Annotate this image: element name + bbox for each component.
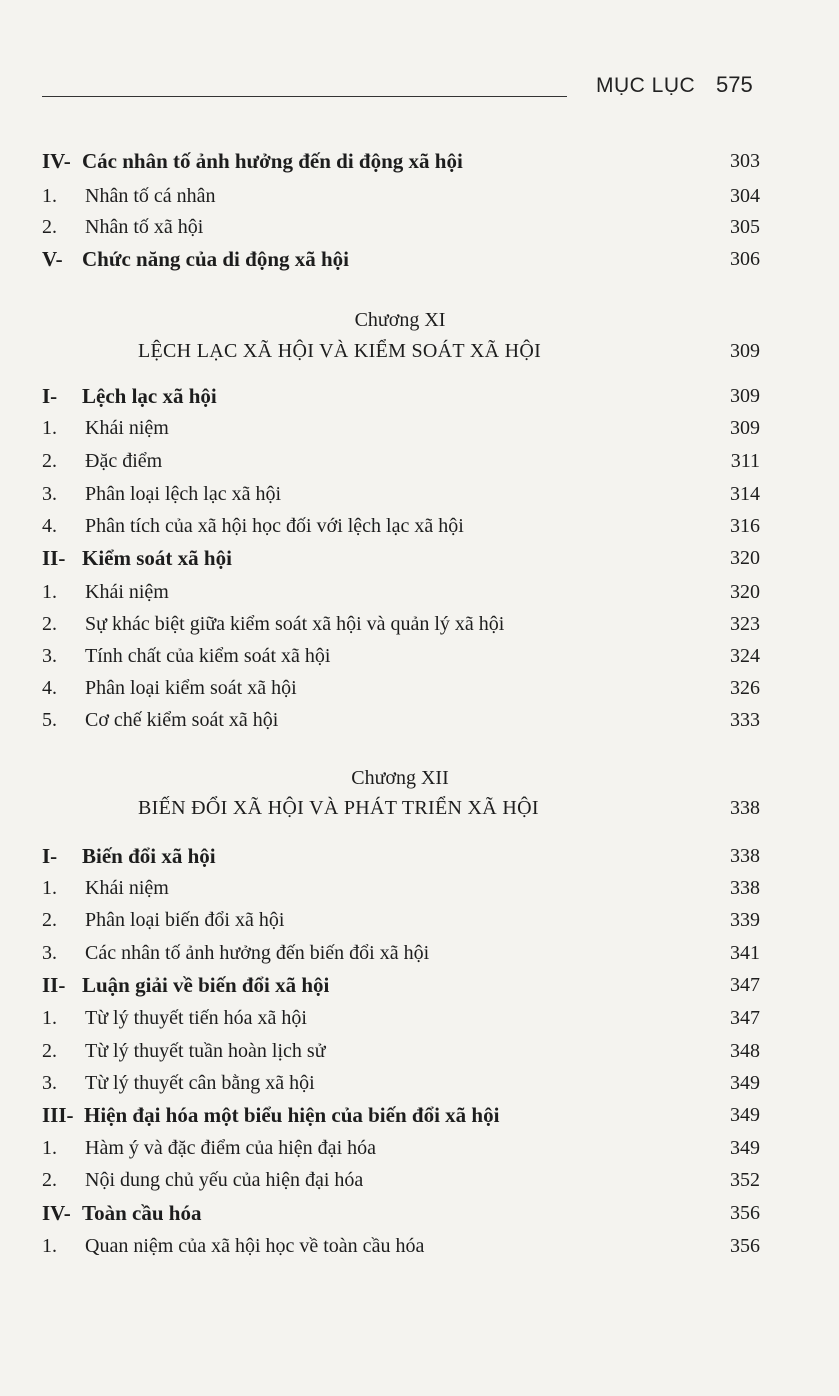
toc-entry-page: 320 xyxy=(730,581,760,603)
toc-entry-page: 320 xyxy=(730,547,760,569)
chapter-title-text: BIẾN ĐỔI XÃ HỘI VÀ PHÁT TRIỂN XÃ HỘI xyxy=(138,797,539,819)
chapter-title xyxy=(42,793,760,823)
toc-entry-page: 348 xyxy=(730,1040,760,1062)
toc-entry-page: 349 xyxy=(730,1072,760,1094)
toc-entry-title: Luận giải về biến đổi xã hội xyxy=(82,973,330,997)
toc-entry xyxy=(42,413,760,443)
toc-entry-page: 338 xyxy=(730,877,760,899)
chapter-label: Chương XI xyxy=(354,309,446,331)
toc-entry-page: 338 xyxy=(730,845,760,867)
toc-entry xyxy=(42,905,760,935)
toc-entry xyxy=(42,841,760,871)
toc-entry-number: 3. xyxy=(42,942,57,964)
toc-entry xyxy=(42,1068,760,1098)
toc-entry-page: 305 xyxy=(730,216,760,238)
toc-entry-title: Phân loại biến đổi xã hội xyxy=(85,909,285,931)
toc-entry-number: 1. xyxy=(42,1007,57,1029)
toc-entry xyxy=(42,146,760,176)
chapter-label: Chương XII xyxy=(351,767,449,789)
toc-entry-title: Nhân tố xã hội xyxy=(85,216,204,238)
toc-entry-title: Quan niệm của xã hội học về toàn cầu hóa xyxy=(85,1235,425,1257)
toc-entry-title: Chức năng của di động xã hội xyxy=(82,247,350,271)
toc-entry-page: 309 xyxy=(730,385,760,407)
toc-entry xyxy=(42,1198,760,1228)
toc-entry-number: 2. xyxy=(42,450,57,472)
toc-entry-title: Biến đổi xã hội xyxy=(82,844,216,868)
toc-entry-number: 4. xyxy=(42,677,57,699)
toc-entry-title: Các nhân tố ảnh hưởng đến di động xã hội xyxy=(82,149,463,173)
toc-entry-page: 356 xyxy=(730,1202,760,1224)
toc-entry-page: 349 xyxy=(730,1104,760,1126)
toc-entry-title: Sự khác biệt giữa kiểm soát xã hội và quản lý xã hội xyxy=(85,613,505,635)
toc-entry-title: Từ lý thuyết cân bằng xã hội xyxy=(85,1072,315,1094)
header-rule xyxy=(42,96,567,97)
toc-entry xyxy=(42,543,760,573)
toc-entry-page: 341 xyxy=(730,942,760,964)
toc-entry-number: 4. xyxy=(42,515,57,537)
toc-entry-number: 2. xyxy=(42,909,57,931)
toc-entry xyxy=(42,641,760,671)
toc-entry-page: 347 xyxy=(730,1007,760,1029)
toc-entry xyxy=(42,244,760,274)
toc-entry-number: IV- xyxy=(42,149,71,173)
toc-entry xyxy=(42,673,760,703)
toc-entry-number: 1. xyxy=(42,877,57,899)
toc-entry-title: Khái niệm xyxy=(85,581,169,603)
toc-entry-page: 303 xyxy=(730,150,760,172)
toc-entry-title: Phân loại lệch lạc xã hội xyxy=(85,483,282,505)
toc-entry-title: Từ lý thuyết tiến hóa xã hội xyxy=(85,1007,307,1029)
running-header-title: MỤC LỤC xyxy=(596,74,696,97)
toc-entry-page: 306 xyxy=(730,248,760,270)
toc-entry-page: 311 xyxy=(730,450,760,472)
toc-entry-title: Phân tích của xã hội học đối với lệch lạc xã hội xyxy=(85,515,464,537)
chapter-title-text: LỆCH LẠC XÃ HỘI VÀ KIỂM SOÁT XÃ HỘI xyxy=(138,340,542,362)
toc-entry-page: 324 xyxy=(730,645,760,667)
toc-entry xyxy=(42,1100,760,1130)
toc-entry-number: 2. xyxy=(42,216,57,238)
toc-entry-number: 1. xyxy=(42,417,57,439)
toc-entry-page: 352 xyxy=(730,1169,760,1191)
toc-entry-page: 309 xyxy=(730,417,760,439)
toc-entry-page: 347 xyxy=(730,974,760,996)
toc-entry-title: Đặc điểm xyxy=(85,450,163,472)
toc-entry-number: 3. xyxy=(42,1072,57,1094)
toc-entry-page: 356 xyxy=(730,1235,760,1257)
chapter-title xyxy=(42,336,760,366)
toc-entry-number: 2. xyxy=(42,1040,57,1062)
toc-entry-number: II- xyxy=(42,973,66,997)
toc-entry-title: Khái niệm xyxy=(85,417,169,439)
toc-entry-number: III- xyxy=(42,1103,74,1127)
toc-entry-title: Phân loại kiểm soát xã hội xyxy=(85,677,297,699)
toc-entry-page: 314 xyxy=(730,483,760,505)
toc-entry xyxy=(42,873,760,903)
toc-entry-page: 333 xyxy=(730,709,760,731)
toc-entry-number: 3. xyxy=(42,645,57,667)
toc-entry xyxy=(42,577,760,607)
toc-entry xyxy=(42,212,760,242)
toc-entry-page: 339 xyxy=(730,909,760,931)
toc-entry xyxy=(42,609,760,639)
toc-entry-number: IV- xyxy=(42,1201,71,1225)
toc-entry-page: 309 xyxy=(730,340,760,362)
toc-entry-page: 323 xyxy=(730,613,760,635)
toc-entry xyxy=(42,446,760,476)
toc-entry-title: Nội dung chủ yếu của hiện đại hóa xyxy=(85,1169,364,1191)
toc-entry-title: Cơ chế kiểm soát xã hội xyxy=(85,709,279,731)
toc-entry-title: Nhân tố cá nhân xyxy=(85,185,216,207)
page-number: 575 xyxy=(716,72,753,97)
toc-entry-number: 3. xyxy=(42,483,57,505)
toc-entry-number: 2. xyxy=(42,1169,57,1191)
toc-entry-number: I- xyxy=(42,844,58,868)
toc-entry xyxy=(42,381,760,411)
toc-entry xyxy=(42,1231,760,1261)
toc-entry-number: 1. xyxy=(42,185,57,207)
toc-entry xyxy=(42,181,760,211)
toc-entry-title: Các nhân tố ảnh hưởng đến biến đổi xã hội xyxy=(85,942,430,964)
toc-entry xyxy=(42,1165,760,1195)
toc-entry-title: Hàm ý và đặc điểm của hiện đại hóa xyxy=(85,1137,376,1159)
toc-entry xyxy=(42,479,760,509)
toc-entry-number: 1. xyxy=(42,581,57,603)
toc-entry-number: II- xyxy=(42,546,66,570)
toc-entry-title: Tính chất của kiểm soát xã hội xyxy=(85,645,331,667)
toc-entry-title: Lệch lạc xã hội xyxy=(82,384,217,408)
toc-entry-page: 338 xyxy=(730,797,760,819)
toc-entry xyxy=(42,1133,760,1163)
toc-entry-page: 326 xyxy=(730,677,760,699)
toc-entry-number: 2. xyxy=(42,613,57,635)
toc-entry-page: 316 xyxy=(730,515,760,537)
toc-entry-number: 1. xyxy=(42,1137,57,1159)
toc-entry xyxy=(42,705,760,735)
toc-entry-title: Hiện đại hóa một biểu hiện của biến đổi xã hội xyxy=(84,1103,500,1127)
toc-entry xyxy=(42,1003,760,1033)
toc-entry-title: Kiểm soát xã hội xyxy=(82,546,232,570)
toc-entry xyxy=(42,511,760,541)
toc-entry-title: Khái niệm xyxy=(85,877,169,899)
toc-entry-title: Từ lý thuyết tuần hoàn lịch sử xyxy=(85,1040,326,1062)
toc-entry-number: 1. xyxy=(42,1235,57,1257)
toc-entry-title: Toàn cầu hóa xyxy=(82,1201,202,1225)
toc-entry-page: 349 xyxy=(730,1137,760,1159)
toc-entry-page: 304 xyxy=(730,185,760,207)
toc-entry-number: I- xyxy=(42,384,58,408)
toc-entry xyxy=(42,970,760,1000)
toc-entry xyxy=(42,1036,760,1066)
toc-entry-number: 5. xyxy=(42,709,57,731)
toc-entry xyxy=(42,938,760,968)
toc-entry-number: V- xyxy=(42,247,63,271)
